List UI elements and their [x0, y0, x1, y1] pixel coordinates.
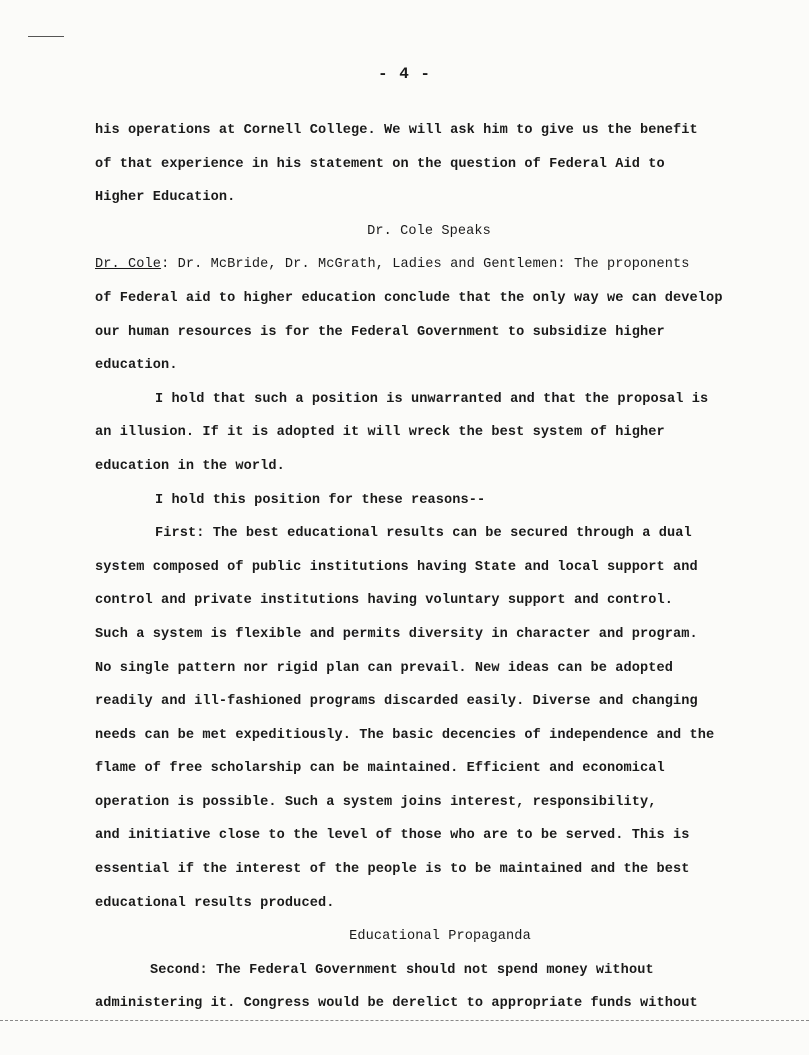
section-heading-educational-propaganda: Educational Propaganda [349, 929, 531, 945]
text-line: needs can be met expeditiously. The basic decencies of independence and the [95, 727, 715, 743]
text-line: No single pattern nor rigid plan can prevail. New ideas can be adopted [95, 660, 674, 676]
text-line: administering it. Congress would be derelict to appropriate funds without [95, 996, 698, 1012]
speaker-name: Dr. Cole [95, 257, 162, 273]
text-line: of Federal aid to higher education conclude that the only way we can develop [95, 290, 723, 306]
text-line: an illusion. If it is adopted it will wreck the best system of higher [95, 425, 665, 441]
text-line: control and private institutions having voluntary support and control. [95, 593, 674, 609]
text-line: Higher Education. [95, 190, 236, 206]
scan-mark [28, 36, 64, 37]
text-line: his operations at Cornell College. We will ask him to give us the benefit [95, 123, 698, 138]
text-line: readily and ill-fashioned programs discarded easily. Diverse and changing [95, 694, 698, 710]
text-line: Second: The Federal Government should not spend money without [150, 962, 654, 978]
text-line: of that experience in his statement on the question of Federal Aid to [95, 156, 665, 172]
scan-edge-line [0, 1020, 809, 1022]
text-line: operation is possible. Such a system joins interest, responsibility, [95, 794, 657, 810]
text-line: Such a system is flexible and permits diversity in character and program. [95, 626, 698, 642]
text-line: system composed of public institutions having State and local support and [95, 559, 698, 575]
text-line: education in the world. [95, 458, 285, 474]
text-line: education. [95, 358, 178, 374]
text-line: First: The best educational results can be secured through a dual [155, 526, 692, 542]
section-heading-dr-cole-speaks: Dr. Cole Speaks [367, 223, 491, 239]
text-line: I hold that such a position is unwarranted and that the proposal is [155, 391, 709, 407]
text-line: educational results produced. [95, 895, 335, 911]
text-line: and initiative close to the level of those who are to be served. This is [95, 828, 690, 844]
text-line: our human resources is for the Federal Government to subsidize higher [95, 324, 665, 340]
page-number: - 4 - [377, 65, 431, 83]
speaker-intro: : Dr. McBride, Dr. McGrath, Ladies and Gentlemen: The proponents [161, 257, 690, 273]
text-line: I hold this position for these reasons-- [155, 492, 486, 508]
text-line [95, 248, 735, 282]
text-line: flame of free scholarship can be maintained. Efficient and economical [95, 761, 665, 777]
document-body [95, 114, 735, 1021]
text-line: essential if the interest of the people is to be maintained and the best [95, 862, 690, 878]
